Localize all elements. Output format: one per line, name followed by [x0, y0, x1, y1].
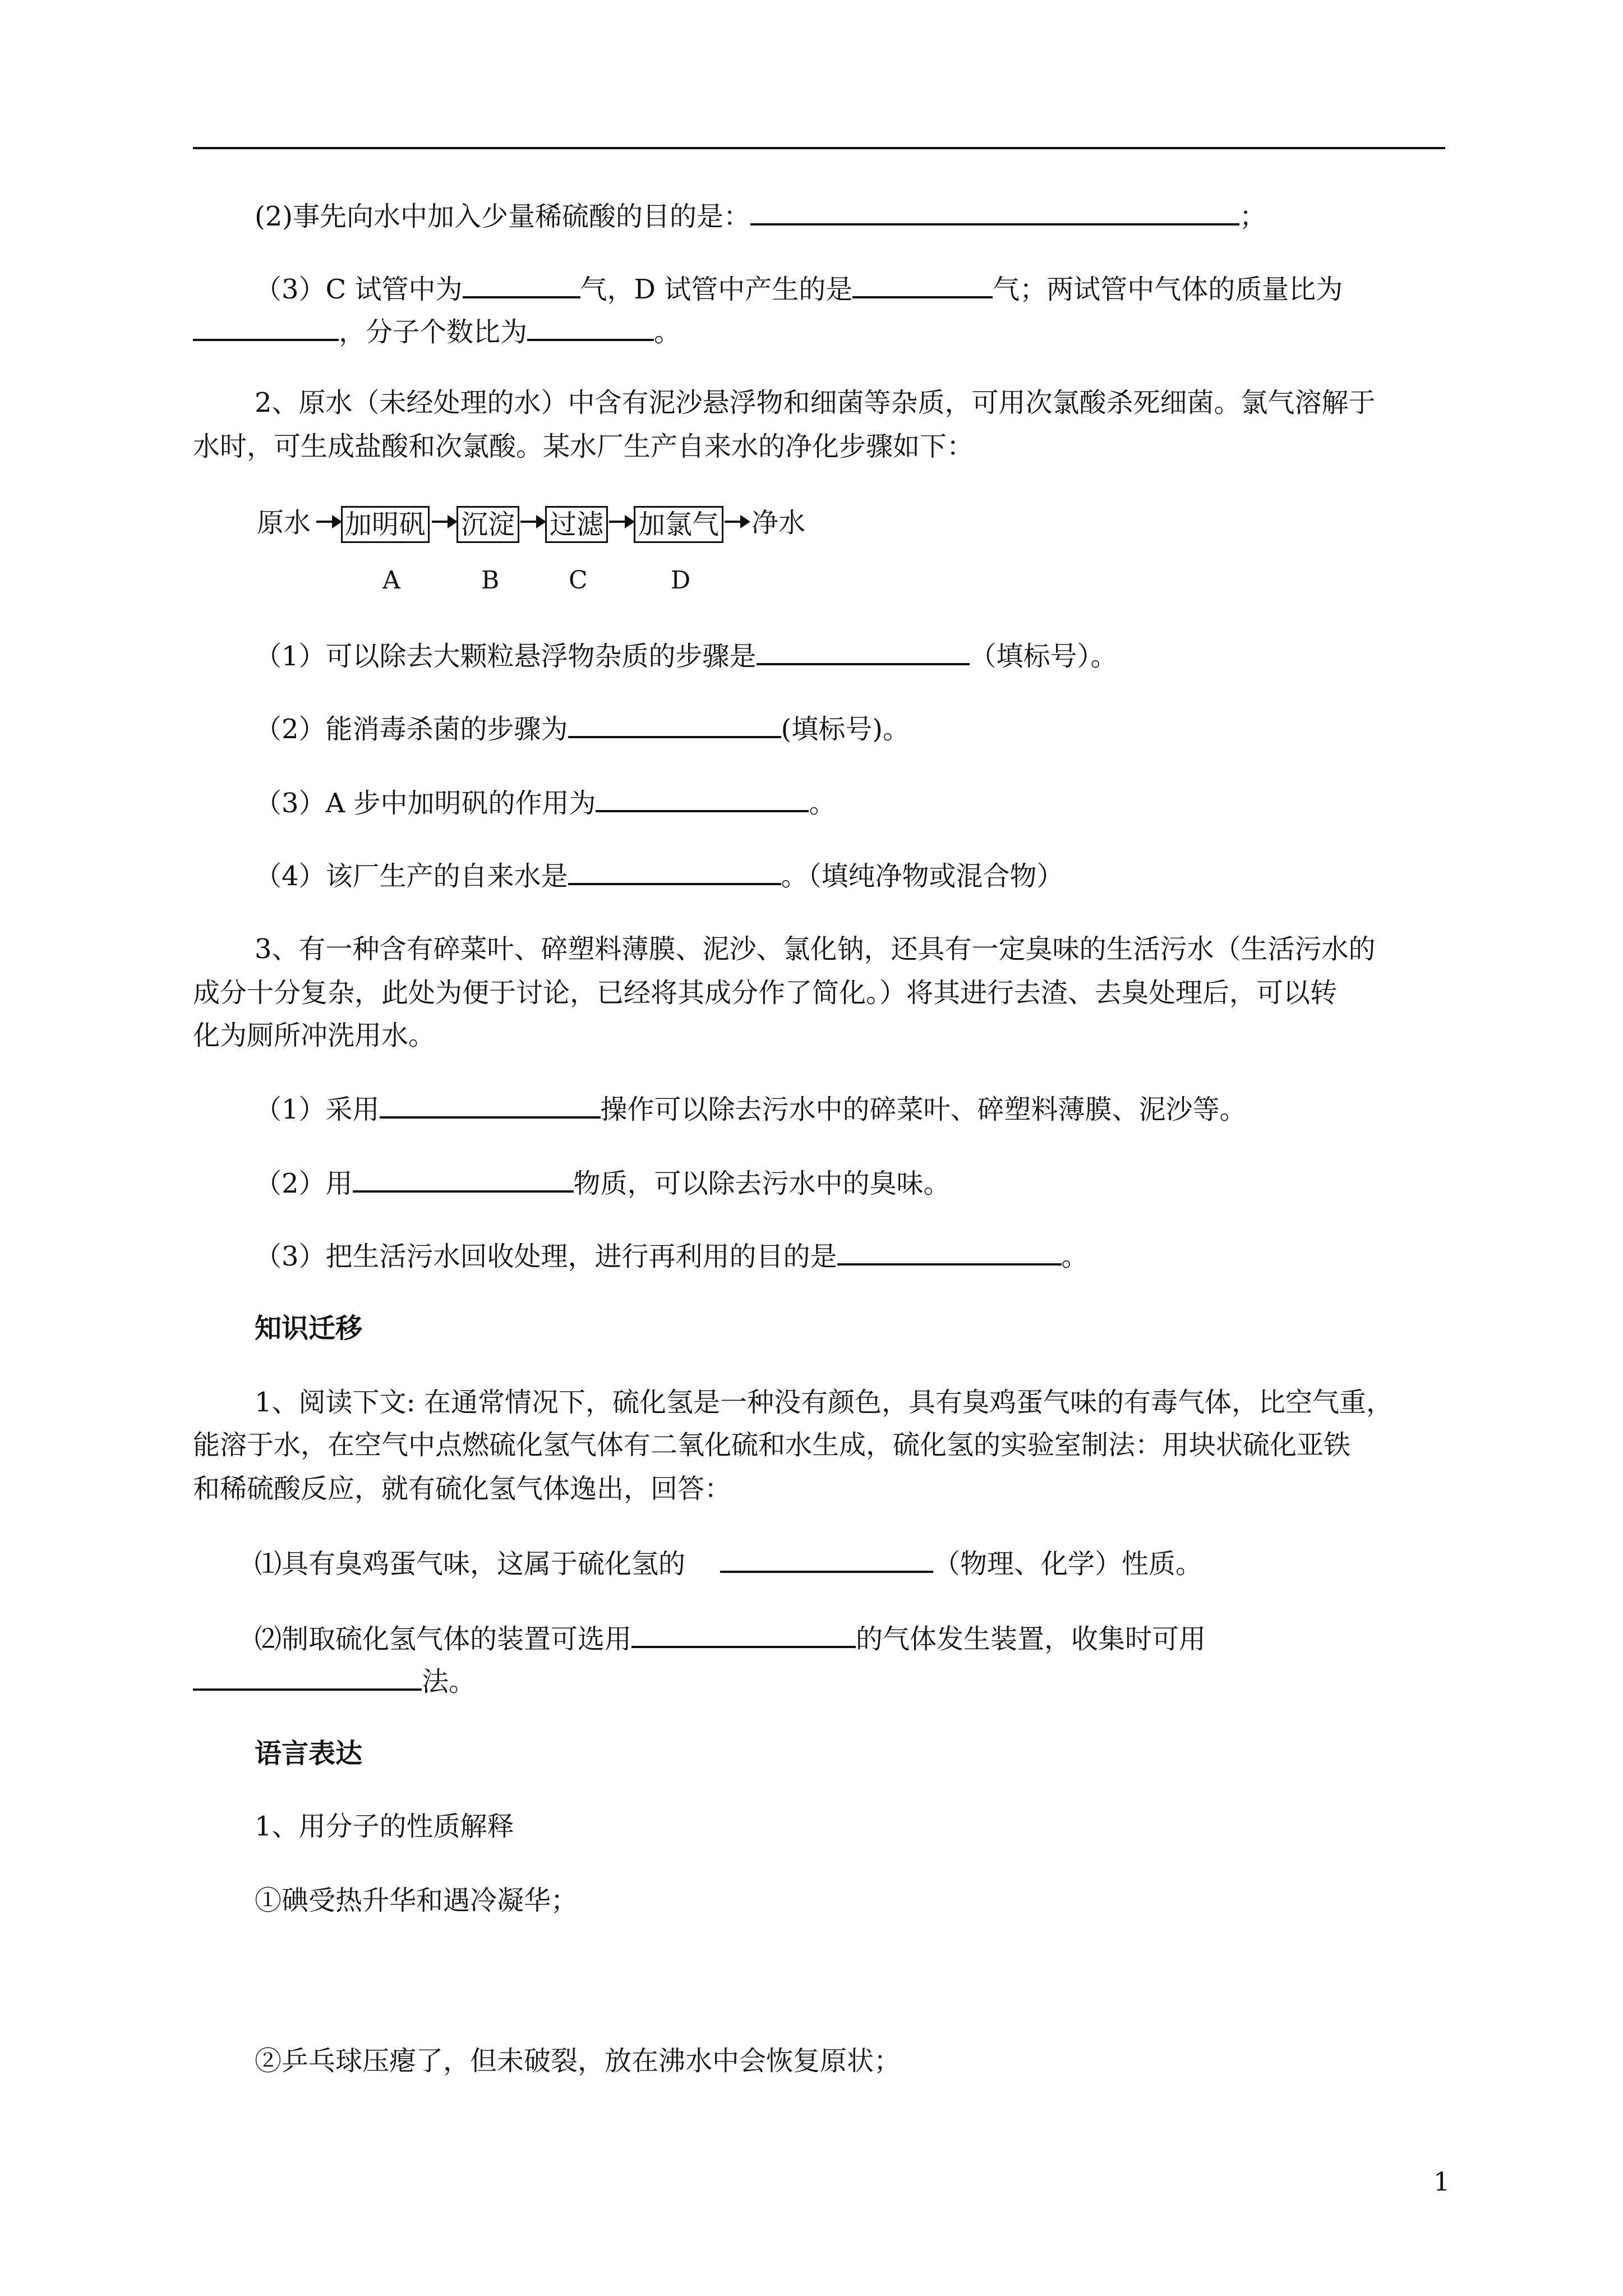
section-heading: 知识迁移	[255, 1313, 363, 1344]
question-3-text: 化为厕所冲洗用水。	[193, 1020, 436, 1051]
arrow-icon	[520, 521, 544, 523]
flow-step-d: 加氯气	[634, 506, 723, 543]
answer-blank[interactable]	[380, 1092, 601, 1119]
flow-label-d: D	[671, 566, 691, 595]
question-3-3: （3）把生活污水回收处理，进行再利用的目的是 。	[255, 1239, 1511, 1272]
section-heading: 语言表达	[255, 1738, 363, 1769]
question-1-3-line2: ，分子个数比为 。	[193, 314, 1449, 348]
question-2-1: （1）可以除去大颗粒悬浮物杂质的步骤是 （填标号）。	[255, 638, 1511, 672]
answer-blank[interactable]	[568, 711, 781, 738]
answer-blank[interactable]	[527, 314, 654, 341]
question-2-text: 2、原水（未经处理的水）中含有泥沙悬浮物和细菌等杂质，可用次氯酸杀死细菌。氯气溶解于	[255, 387, 1376, 418]
page-number: 1	[1433, 2166, 1450, 2197]
flow-label-c: C	[569, 566, 588, 595]
flow-start: 原水	[257, 507, 311, 539]
arrow-icon	[609, 521, 633, 523]
question-2-text: 水时，可生成盐酸和次氯酸。某水厂生产自来水的净化步骤如下：	[193, 431, 974, 462]
expression-1-a: ①碘受热升华和遇冷凝华；	[255, 1885, 578, 1916]
flow-step-b: 沉淀	[457, 506, 519, 543]
knowledge-1-2: ⑵制取硫化氢气体的装置可选用 的气体发生装置，收集时可用	[255, 1621, 1511, 1655]
arrow-icon	[316, 521, 340, 523]
flow-label-a: A	[382, 566, 400, 595]
question-3-2: （2）用 物质，可以除去污水中的臭味。	[255, 1166, 1511, 1199]
purification-flow-diagram	[257, 506, 986, 596]
answer-blank[interactable]	[720, 1546, 933, 1573]
knowledge-1-text: 1、阅读下文: 在通常情况下，硫化氢是一种没有颜色，具有臭鸡蛋气味的有毒气体，比空气重，	[255, 1387, 1393, 1418]
expression-1: 1、用分子的性质解释	[255, 1811, 514, 1842]
knowledge-1-1: ⑴具有臭鸡蛋气味，这属于硫化氢的 （物理、化学）性质。	[255, 1546, 1511, 1580]
expression-1-b: ②乒乓球压瘪了，但未破裂，放在沸水中会恢复原状；	[255, 2045, 901, 2077]
answer-blank[interactable]	[463, 272, 580, 298]
question-3-1: （1）采用 操作可以除去污水中的碎菜叶、碎塑料薄膜、泥沙等。	[255, 1092, 1511, 1125]
flow-end: 净水	[751, 507, 806, 539]
answer-blank[interactable]	[852, 272, 993, 298]
arrow-icon	[725, 521, 748, 523]
answer-blank[interactable]	[193, 1664, 422, 1691]
answer-blank[interactable]	[193, 314, 339, 341]
knowledge-1-text: 和稀硫酸反应，就有硫化氢气体逸出，回答：	[193, 1473, 732, 1504]
flow-step-c: 过滤	[545, 506, 608, 543]
knowledge-1-text: 能溶于水，在空气中点燃硫化氢气体有二氧化硫和水生成，硫化氢的实验室制法：用块状硫化亚铁	[193, 1429, 1351, 1461]
answer-blank[interactable]	[568, 858, 781, 885]
flow-label-b: B	[481, 566, 500, 595]
answer-blank[interactable]	[837, 1239, 1062, 1266]
answer-blank[interactable]	[631, 1621, 856, 1648]
question-1-3-line1: （3）C 试管中为 气，D 试管中产生的是 气；两试管中气体的质量比为	[255, 272, 1511, 305]
arrow-icon	[432, 521, 455, 523]
question-3-text: 成分十分复杂，此处为便于讨论，已经将其成分作了简化。）将其进行去渣、去臭处理后，可以转	[193, 977, 1338, 1009]
flow-step-a: 加明矾	[341, 506, 430, 543]
header-rule	[193, 147, 1445, 149]
question-3-text: 3、有一种含有碎菜叶、碎塑料薄膜、泥沙、氯化钠，还具有一定臭味的生活污水（生活污水的	[255, 933, 1376, 965]
answer-blank[interactable]	[750, 199, 1239, 226]
answer-blank[interactable]	[353, 1166, 574, 1193]
question-2-2: （2）能消毒杀菌的步骤为 (填标号)。	[255, 711, 1511, 745]
question-2-4: （4）该厂生产的自来水是 。（填纯净物或混合物）	[255, 858, 1511, 892]
question-2-3: （3）A 步中加明矾的作用为 。	[255, 785, 1511, 819]
answer-blank[interactable]	[596, 785, 809, 812]
knowledge-1-2-cont: 法。	[193, 1664, 1449, 1697]
answer-blank[interactable]	[757, 638, 970, 665]
question-1-2: (2)事先向水中加入少量稀硫酸的目的是： ；	[255, 199, 1511, 232]
